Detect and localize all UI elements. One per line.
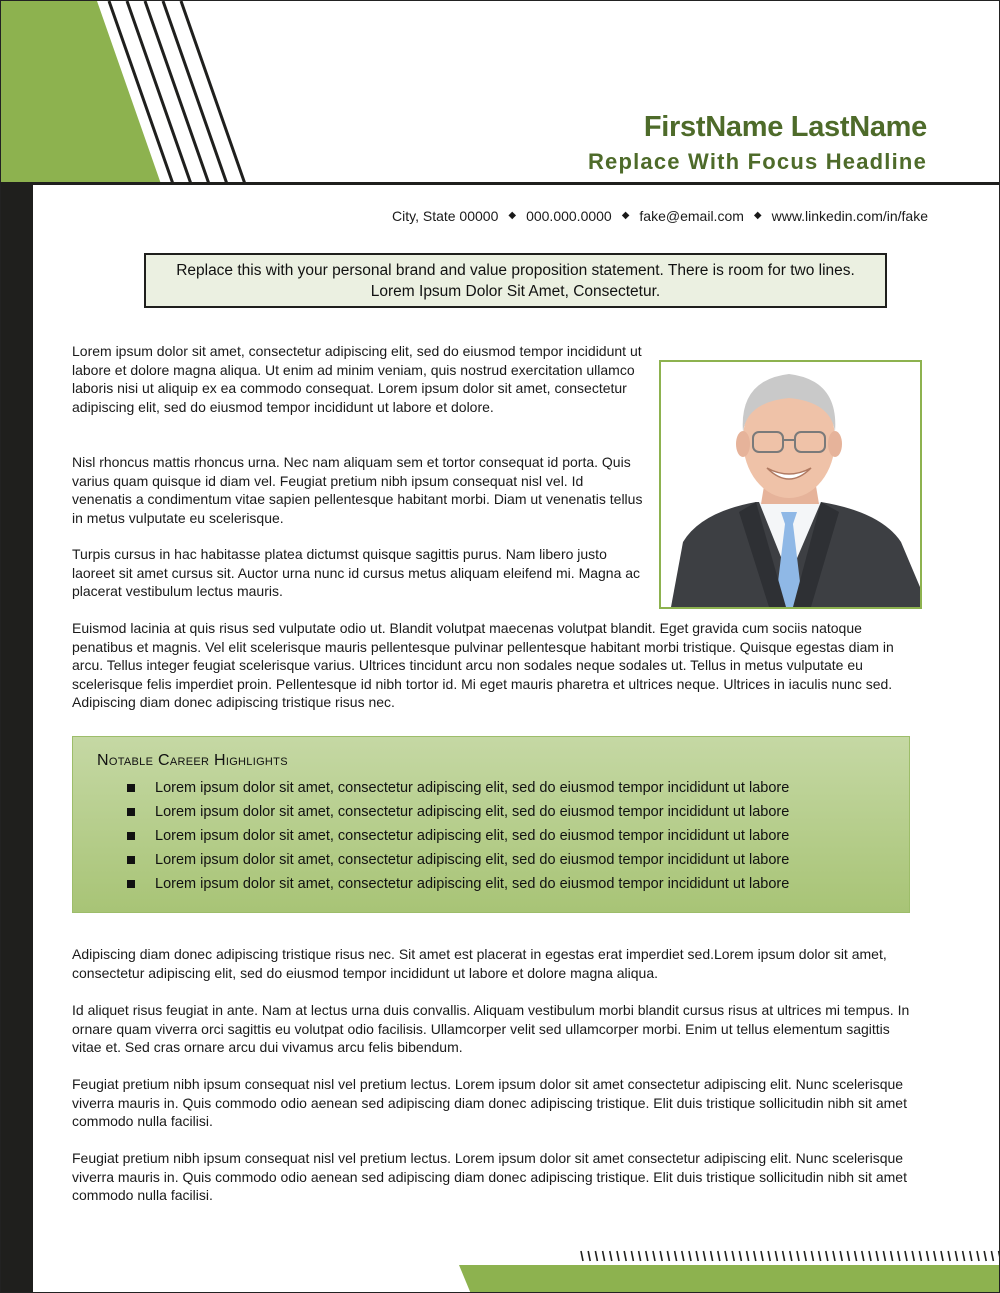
left-sidebar-bar bbox=[1, 184, 33, 1293]
candidate-name: FirstName LastName bbox=[643, 111, 927, 143]
footer-tick bbox=[682, 1251, 684, 1261]
footer-tick bbox=[639, 1251, 641, 1261]
highlight-text: Lorem ipsum dolor sit amet, consectetur adipiscing elit, sed do eiusmod tempor incididunt ut labore bbox=[155, 876, 790, 892]
footer-tick bbox=[927, 1251, 929, 1261]
footer-tick bbox=[970, 1251, 972, 1261]
footer-tick bbox=[847, 1251, 849, 1261]
footer-tick bbox=[725, 1251, 727, 1261]
brand-statement: Replace this with your personal brand and value proposition statement. There is room for two lines. Lorem Ipsum Dolor Sit Amet, Consectetur. bbox=[176, 261, 855, 300]
footer-tick bbox=[948, 1251, 950, 1261]
footer-tick bbox=[840, 1251, 842, 1261]
footer-tick bbox=[747, 1251, 749, 1261]
footer-tick bbox=[588, 1251, 590, 1261]
footer-tick bbox=[811, 1251, 813, 1261]
footer-tick bbox=[696, 1251, 698, 1261]
footer-tick bbox=[905, 1251, 907, 1261]
footer-tick bbox=[790, 1251, 792, 1261]
footer-tick bbox=[646, 1251, 648, 1261]
footer-tick bbox=[963, 1251, 965, 1261]
footer-tick bbox=[667, 1251, 669, 1261]
square-bullet-icon bbox=[127, 832, 135, 840]
footer-tick bbox=[624, 1251, 626, 1261]
footer-tick bbox=[855, 1251, 857, 1261]
footer-decoration bbox=[457, 1246, 1000, 1293]
profile-photo bbox=[659, 360, 922, 609]
contact-linkedin[interactable]: www.linkedin.com/in/fake bbox=[771, 208, 928, 224]
footer-tick bbox=[631, 1251, 633, 1261]
footer-tick bbox=[955, 1251, 957, 1261]
intro-paragraph: Turpis cursus in hac habitasse platea dictumst quisque sagittis purus. Nam libero justo laoreet sit amet cursus sit. Auctor urna nunc id cursus metus aliquam eleifend mi. Magna ac placerat vestibulum lectus mauris. bbox=[72, 546, 641, 599]
footer-tick bbox=[898, 1251, 900, 1261]
footer-tick bbox=[977, 1251, 979, 1261]
footer-tick bbox=[610, 1251, 612, 1261]
footer-tick bbox=[826, 1251, 828, 1261]
square-bullet-icon bbox=[127, 784, 135, 792]
footer-tick bbox=[739, 1251, 741, 1261]
footer-tick bbox=[891, 1251, 893, 1261]
header-divider bbox=[1, 182, 1000, 185]
footer-tick bbox=[876, 1251, 878, 1261]
footer-tick bbox=[660, 1251, 662, 1261]
footer-tick bbox=[984, 1251, 986, 1261]
footer-tick bbox=[804, 1251, 806, 1261]
footer-tick bbox=[595, 1251, 597, 1261]
highlight-text: Lorem ipsum dolor sit amet, consectetur adipiscing elit, sed do eiusmod tempor incididunt ut labore bbox=[155, 828, 790, 844]
highlight-text: Lorem ipsum dolor sit amet, consectetur adipiscing elit, sed do eiusmod tempor incididunt ut labore bbox=[155, 852, 790, 868]
diamond-separator-icon: ◆ bbox=[753, 209, 762, 221]
highlights-title: Notable Career Highlights bbox=[97, 752, 288, 769]
footer-tick bbox=[797, 1251, 799, 1261]
closing-paragraph: Adipiscing diam donec adipiscing tristique risus nec. Sit amet est placerat in egestas erat imperdiet sed.Lorem ipsum dolor sit amet, consectetur adipiscing elit, sed do eiusmod tempor incididunt ut labore et dolore magna aliqua. bbox=[72, 946, 887, 981]
footer-tick bbox=[761, 1251, 763, 1261]
footer-tick bbox=[603, 1251, 605, 1261]
contact-phone: 000.000.0000 bbox=[526, 208, 612, 224]
footer-tick bbox=[862, 1251, 864, 1261]
closing-paragraph: Feugiat pretium nibh ipsum consequat nisl vel pretium lectus. Lorem ipsum dolor sit amet consectetur adipiscing elit. Nunc scelerisque viverra mauris in. Quis commodo odio aenean sed adipiscing diam donec adipiscing tristique. Elit duis tristique sollicitudin nibh sit amet commodo nulla facilisi. bbox=[72, 1150, 907, 1203]
footer-tick bbox=[675, 1251, 677, 1261]
footer-tick bbox=[991, 1251, 993, 1261]
footer-tick bbox=[941, 1251, 943, 1261]
brand-statement-box bbox=[144, 253, 887, 308]
footer-tick bbox=[617, 1251, 619, 1261]
contact-email[interactable]: fake@email.com bbox=[639, 208, 744, 224]
footer-tick bbox=[919, 1251, 921, 1261]
list-item bbox=[125, 824, 789, 848]
closing-paragraph: Id aliquet risus feugiat in ante. Nam at lectus urna duis convallis. Aliquam vestibulum morbi blandit cursus risus at ultrices mi tempus. In ornare quam viverra orci sagittis eu volutpat odio facilisis. Ullamcorper velit sed ullamcorper morbi. Enim ut tellus elementum sagittis vitae et. Sed cras ornare arcu dui vivamus arcu felis bibendum. bbox=[72, 1002, 910, 1055]
diamond-separator-icon: ◆ bbox=[621, 209, 630, 221]
footer-tick bbox=[912, 1251, 914, 1261]
contact-line bbox=[392, 208, 928, 224]
footer-tick bbox=[869, 1251, 871, 1261]
diamond-separator-icon: ◆ bbox=[508, 209, 517, 221]
footer-tick bbox=[934, 1251, 936, 1261]
footer-tick bbox=[711, 1251, 713, 1261]
footer-tick bbox=[883, 1251, 885, 1261]
intro-paragraph: Euismod lacinia at quis risus sed vulputate odio ut. Blandit volutpat maecenas volutpat blandit. Eget gravida cum sociis natoque penatibus et magnis. Vel elit scelerisque mauris pellentesque pulvinar pellentesque habitant morbi tristique. Quisque egestas diam in arcu. Tellus integer feugiat scelerisque varius. Ultrices tincidunt arcu non sodales neque sodales ut. Tellus in metus vulputate eu scelerisque felis imperdiet proin. Pellentesque id nibh tortor id. Mi eget mauris pharetra et ultrices neque. Ultrices in iaculis nunc sed. Adipiscing diam donec adipiscing tristique risus nec. bbox=[72, 620, 894, 710]
list-item bbox=[125, 848, 789, 872]
focus-headline: Replace With Focus Headline bbox=[587, 149, 927, 174]
square-bullet-icon bbox=[127, 856, 135, 864]
square-bullet-icon bbox=[127, 808, 135, 816]
footer-tick bbox=[653, 1251, 655, 1261]
career-highlights-box bbox=[72, 736, 910, 913]
footer-tick bbox=[833, 1251, 835, 1261]
list-item bbox=[125, 872, 789, 896]
footer-tick bbox=[689, 1251, 691, 1261]
intro-paragraph: Nisl rhoncus mattis rhoncus urna. Nec nam aliquam sem et tortor consequat id porta. Quis varius quam quisque id diam vel. Feugiat pretium nibh ipsum consequat nisl vel. Id venenatis a condimentum vitae sapien pellentesque habitant morbi. Diam ut venenatis tellus in metus vulputate eu scelerisque. bbox=[72, 454, 643, 526]
footer-tick bbox=[732, 1251, 734, 1261]
footer-tick bbox=[718, 1251, 720, 1261]
square-bullet-icon bbox=[127, 880, 135, 888]
list-item bbox=[125, 776, 789, 800]
footer-tick bbox=[819, 1251, 821, 1261]
header-decoration bbox=[1, 1, 261, 185]
footer-tick bbox=[754, 1251, 756, 1261]
footer-tick bbox=[768, 1251, 770, 1261]
list-item bbox=[125, 800, 789, 824]
contact-location: City, State 00000 bbox=[392, 208, 499, 224]
footer-tick bbox=[783, 1251, 785, 1261]
closing-paragraph: Feugiat pretium nibh ipsum consequat nisl vel pretium lectus. Lorem ipsum dolor sit amet consectetur adipiscing elit. Nunc scelerisque viverra mauris in. Quis commodo odio aenean sed adipiscing diam donec adipiscing tristique. Elit duis tristique sollicitudin nibh sit amet commodo nulla facilisi. bbox=[72, 1076, 907, 1129]
footer-tick bbox=[775, 1251, 777, 1261]
footer-tick bbox=[581, 1251, 583, 1261]
highlights-list bbox=[125, 776, 789, 896]
highlight-text: Lorem ipsum dolor sit amet, consectetur adipiscing elit, sed do eiusmod tempor incididunt ut labore bbox=[155, 804, 790, 820]
footer-tick bbox=[703, 1251, 705, 1261]
highlight-text: Lorem ipsum dolor sit amet, consectetur adipiscing elit, sed do eiusmod tempor incididunt ut labore bbox=[155, 780, 790, 796]
intro-paragraph: Lorem ipsum dolor sit amet, consectetur adipiscing elit, sed do eiusmod tempor incididunt ut labore et dolore magna aliqua. Ut enim ad minim veniam, quis nostrud exercitation ullamco laboris nisi ut aliquip ex ea commodo consequat. Lorem ipsum dolor sit amet, consectetur adipiscing elit, sed do eiusmod tempor incididunt ut labore et dolore. bbox=[72, 343, 642, 415]
